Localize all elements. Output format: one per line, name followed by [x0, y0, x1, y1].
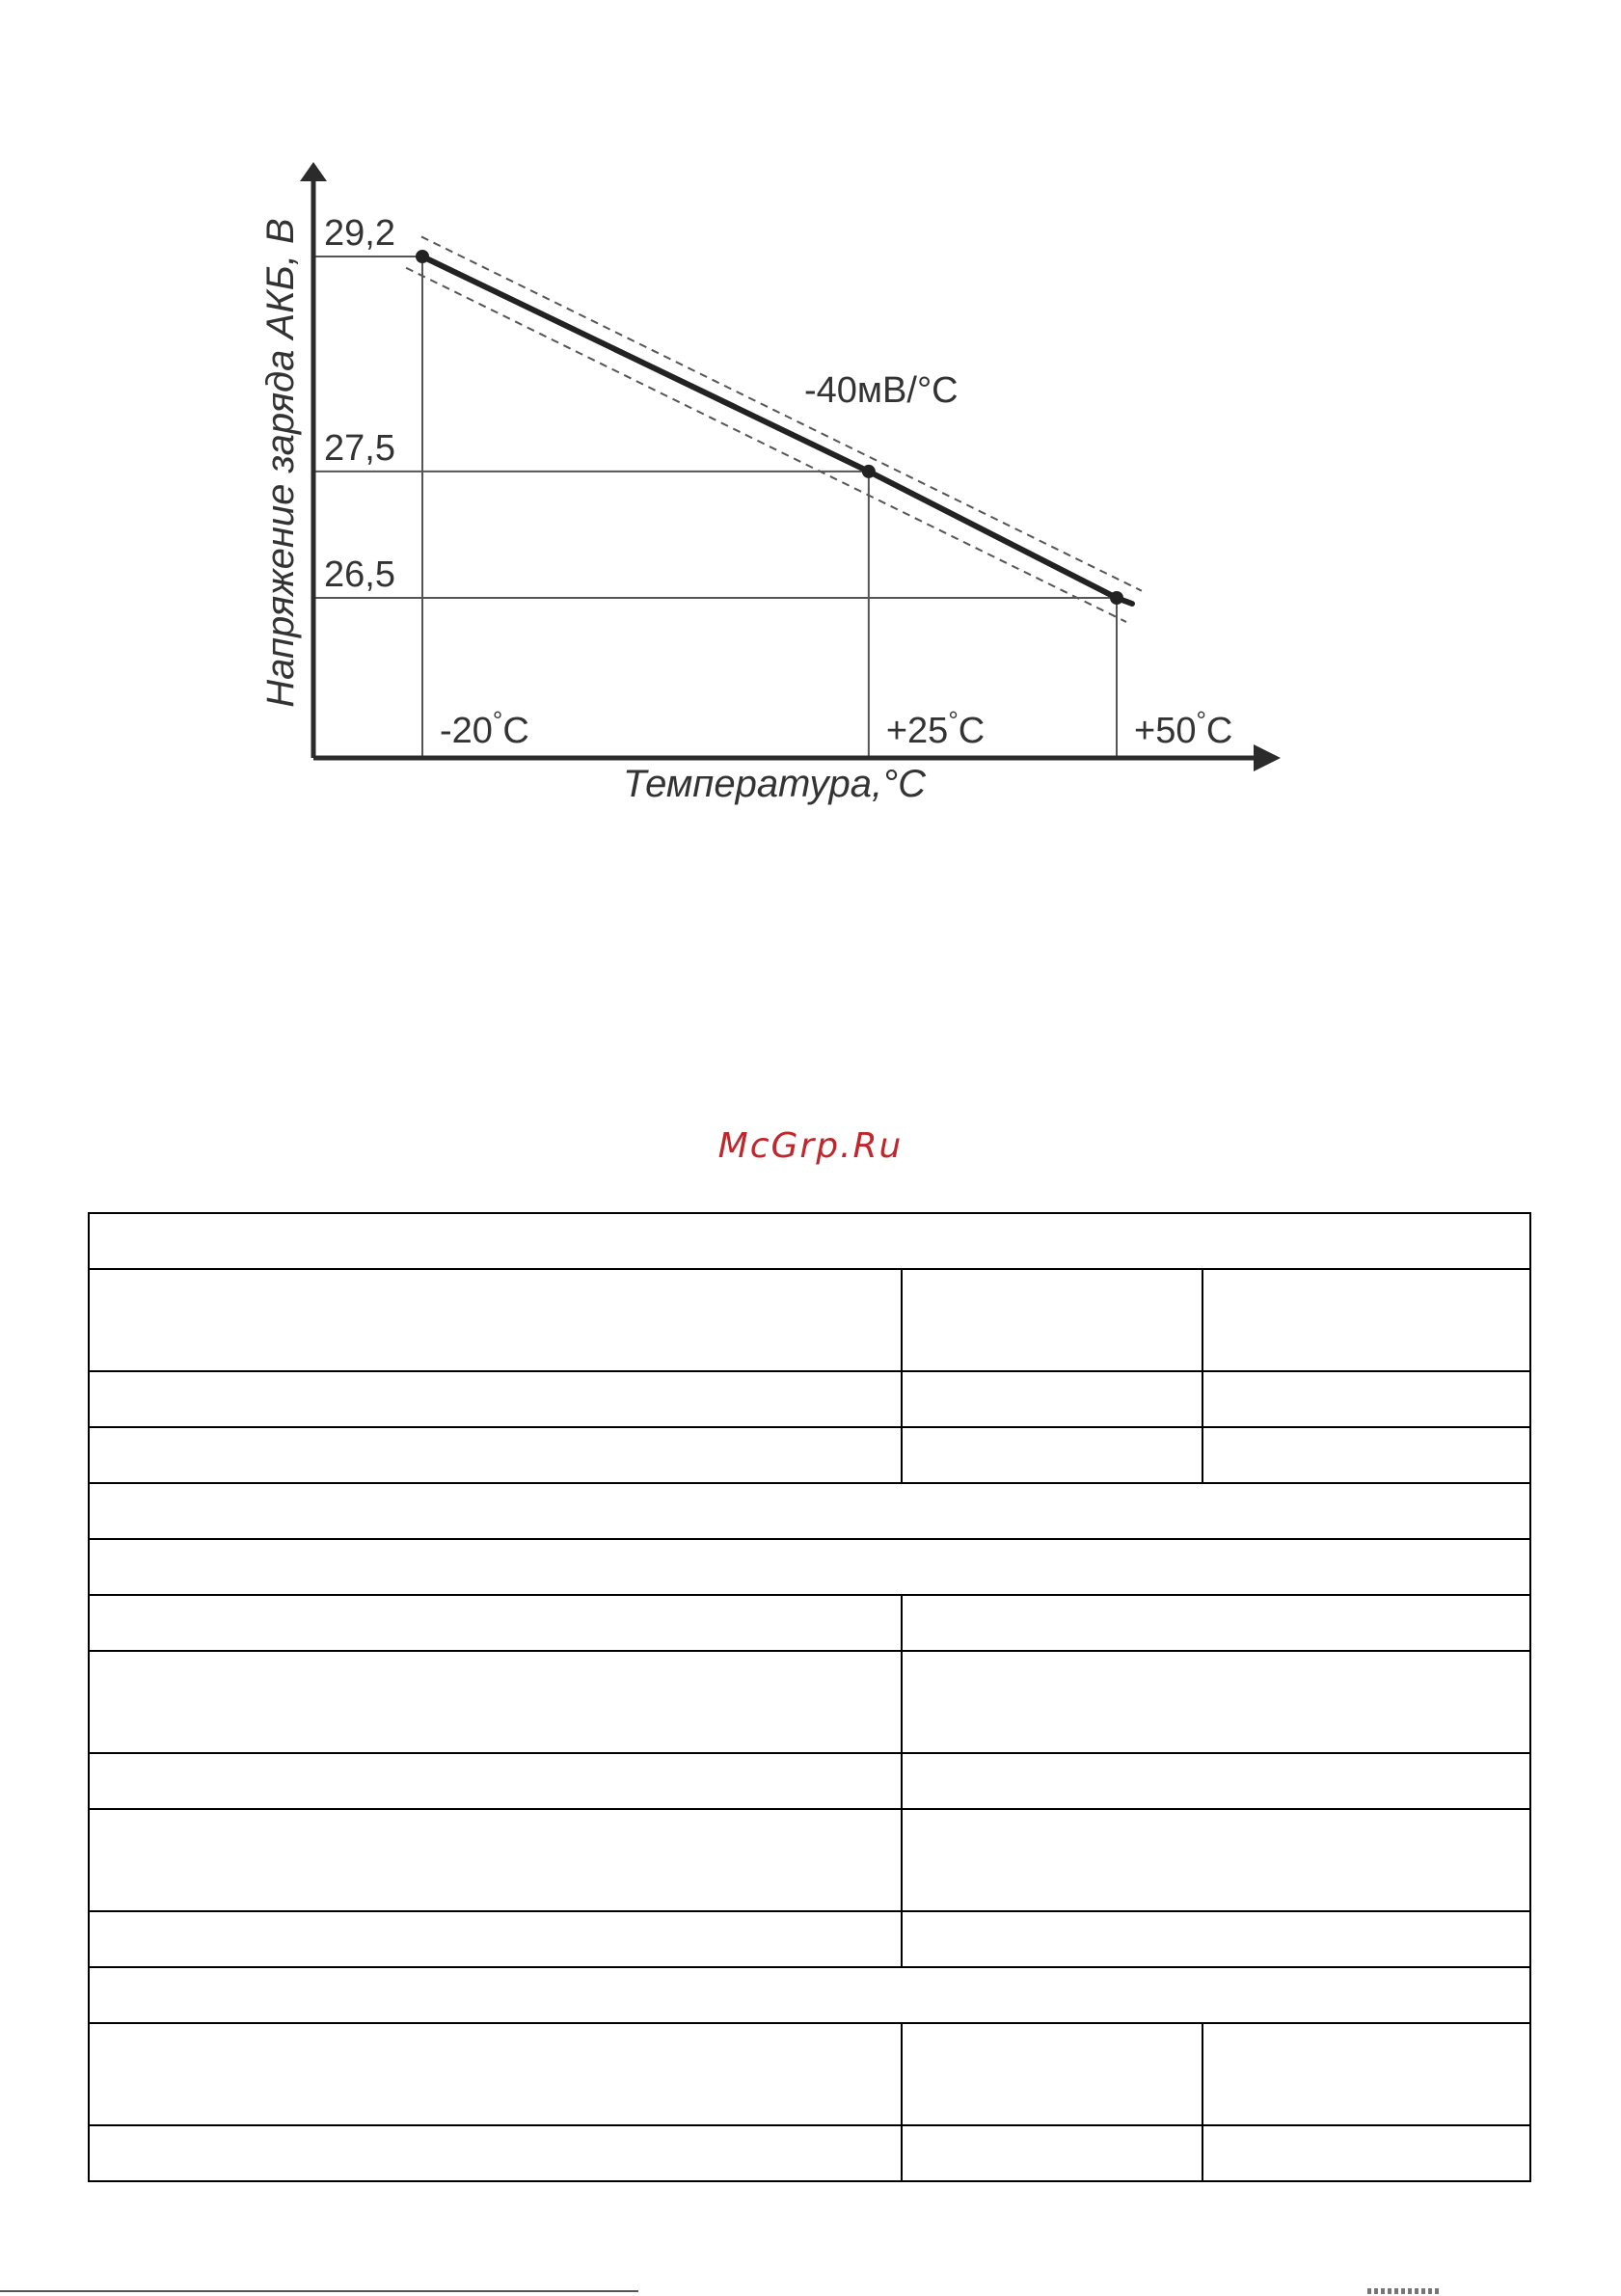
- x-tick-label: -20°С: [440, 706, 529, 751]
- voltage-temperature-chart: [0, 0, 1621, 868]
- table-row: [89, 2023, 1530, 2125]
- y-tick-label: 26,5: [324, 554, 395, 595]
- specification-table: [88, 1212, 1531, 2182]
- table-row: [89, 1539, 1530, 1595]
- slope-annotation: -40мВ/°С: [804, 370, 959, 411]
- footer-mark: [1367, 2288, 1441, 2294]
- y-tick-label: 27,5: [324, 427, 395, 469]
- tolerance-upper-dashed-line: [421, 236, 1142, 590]
- table-cell: [902, 1911, 1530, 1967]
- table-cell: [89, 1539, 1530, 1595]
- table-row: [89, 1269, 1530, 1371]
- table-cell: [89, 1967, 1530, 2023]
- x-axis-label: Температура,°С: [622, 763, 927, 805]
- data-point: [1110, 591, 1123, 605]
- table-cell: [902, 1371, 1202, 1427]
- table-cell: [89, 2125, 902, 2181]
- table-cell: [89, 1269, 902, 1371]
- y-axis-label: Напряжение заряда АКБ, В: [259, 218, 302, 708]
- y-axis-arrow-icon: [300, 162, 327, 181]
- table-row: [89, 1213, 1530, 1269]
- table-row: [89, 1911, 1530, 1967]
- table-cell: [89, 2023, 902, 2125]
- table-cell: [902, 1427, 1202, 1483]
- x-tick-label: +25°С: [885, 706, 986, 751]
- charge-voltage-line: [422, 257, 1132, 604]
- table-cell: [89, 1911, 902, 1967]
- table-cell: [902, 1651, 1530, 1753]
- table-row: [89, 1483, 1530, 1539]
- table-cell: [902, 1269, 1202, 1371]
- y-tick-label: 29,2: [324, 213, 395, 254]
- watermark-text: McGrp.Ru: [717, 1126, 904, 1166]
- table-cell: [89, 1371, 902, 1427]
- table-cell: [89, 1651, 902, 1753]
- table-row: [89, 1595, 1530, 1651]
- table-row: [89, 1427, 1530, 1483]
- table-cell: [902, 1595, 1530, 1651]
- table-cell: [1202, 1371, 1530, 1427]
- x-tick-label: +50°С: [1134, 706, 1233, 751]
- table-row: [89, 1809, 1530, 1911]
- data-point: [416, 250, 429, 263]
- table-cell: [89, 1753, 902, 1809]
- table-cell: [1202, 2125, 1530, 2181]
- table-cell: [89, 1595, 902, 1651]
- table-row: [89, 1371, 1530, 1427]
- table-cell: [902, 1809, 1530, 1911]
- data-point: [862, 465, 876, 478]
- table-cell: [1202, 2023, 1530, 2125]
- table-cell: [89, 1483, 1530, 1539]
- table-cell: [89, 1427, 902, 1483]
- table-cell: [89, 1213, 1530, 1269]
- table-cell: [902, 2125, 1202, 2181]
- table-cell: [1202, 1427, 1530, 1483]
- table-row: [89, 2125, 1530, 2181]
- table-cell: [1202, 1269, 1530, 1371]
- table-row: [89, 1651, 1530, 1753]
- x-axis-arrow-icon: [1254, 744, 1281, 771]
- table-cell: [902, 1753, 1530, 1809]
- tolerance-lower-dashed-line: [406, 268, 1126, 622]
- footer-rule: [0, 2290, 638, 2292]
- table-row: [89, 1753, 1530, 1809]
- table-row: [89, 1967, 1530, 2023]
- table-cell: [902, 2023, 1202, 2125]
- table-cell: [89, 1809, 902, 1911]
